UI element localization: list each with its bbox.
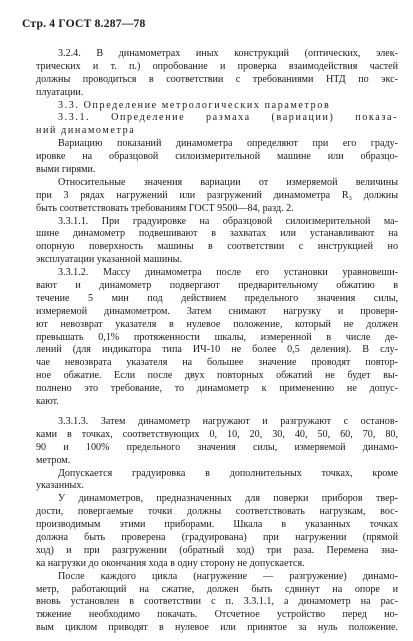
text-line: ировке на образцовой силоизмерительной машине или образцо-: [36, 151, 398, 163]
text-line: У динамометров, предназначенных для поверки приборов твер-: [58, 493, 398, 505]
text-line: указанных.: [36, 480, 84, 492]
text-line: измеряемой динамометром. Затем снимают нагрузку и проверя-: [36, 305, 398, 317]
text-line: ка нагрузки до окончания хода в одну сторону не допускается.: [36, 557, 305, 569]
text-line: вым циклом приводят в нулевое или принятое за нуль положение.: [36, 622, 398, 634]
text-line: ками в точках, соответствующих 0, 10, 20, 30, 40, 50, 60, 70, 80,: [36, 428, 398, 440]
text-line: вновь установлен в соответствии с п. 3.3.1.1, а динамометр на рас-: [36, 596, 398, 608]
text-line: быть соответствовать требованиям ГОСТ 9500—84, разд. 2.: [36, 202, 294, 214]
text-line: 3.3.1. Определение размаха (вариации) показа-: [58, 112, 398, 124]
text-line: должны проводиться в соответствии с требованиями НТД по экс-: [36, 73, 398, 85]
text-line: выми гирями.: [36, 164, 96, 176]
text-line: при 3 рядах нагружений или разгружений динамометра R₃ должны: [36, 189, 398, 201]
text-line: Допускается градуировка в дополнительных точках, кроме: [58, 467, 398, 479]
text-line: После каждого цикла (нагружение — разгружение) динамо-: [58, 570, 398, 582]
text-line: 3.3.1.1. При градуировке на образцовой силоизмерительной ма-: [58, 215, 398, 227]
text-line: эксплуатации указанной машины.: [36, 254, 182, 266]
paragraph-gap: [36, 409, 398, 416]
text-line: Относительные значения вариации от измеряемой величины: [58, 176, 398, 188]
text-line: Вариацию показаний динамометра определяют при его граду-: [58, 138, 398, 150]
text-line: 3.3.1.3. Затем динамометр нагружают и разгружают с останов-: [58, 415, 398, 427]
text-line: полнено это требование, то динамометр к применению не допус-: [36, 383, 398, 395]
page-header: Стр. 4 ГОСТ 8.287—78: [22, 17, 146, 30]
text-line: плуатации.: [36, 86, 84, 98]
text-line: лений (для индикатора типа ИЧ-10 не более 0,5 деления). В слу-: [36, 344, 398, 356]
text-line: ход) и при разгружении (обратный ход) три раза. Перемена зна-: [36, 544, 398, 556]
text-line: чае невозврата указателя на большее значение проводят повтор-: [36, 357, 398, 369]
text-line: ний динамометра: [36, 125, 136, 137]
text-line: кают.: [36, 396, 59, 408]
text-line: превышать 0,1% протяженности шкалы, измеренной в числе де-: [36, 331, 398, 343]
text-line: должна быть проверена (градуирована) при нагружении (прямой: [36, 531, 398, 543]
text-line: 3.3.1.2. Массу динамометра после его установки уравновеши-: [58, 267, 398, 279]
text-line: шине динамометр подвешивают в захватах или устанавливают на: [36, 228, 398, 240]
text-line: дости, повергаемые точки должны соответствовать нагрузкам, вос-: [36, 506, 398, 518]
text-line: вают и динамометр подвергают предварительному обжатию в: [36, 280, 398, 292]
text-line: производимым этими приборами. Шкала в указанных точках: [36, 519, 398, 531]
text-line: тяжение необходимо покачать. Отсчетное устройство перед но-: [36, 609, 398, 621]
text-line: ют невозврат указателя в нулевое положение, который не должен: [36, 318, 398, 330]
text-line: течение 5 мин под действием предельного значения силы,: [36, 292, 398, 304]
text-line: метр, работающий на сжатие, должен быть сдвинут на опоре и: [36, 583, 398, 595]
text-line: 90 и 100% предельного значения силы, измеряемой динамо-: [36, 441, 398, 453]
text-line: ное обжатие. Если после двух повторных обжатий не будет вы-: [36, 370, 398, 382]
text-line: метром.: [36, 454, 71, 466]
text-line: опорную поверхность машины в соответствии с инструкцией но: [36, 241, 398, 253]
text-line: 3.3. Определение метрологических параметров: [58, 99, 331, 111]
text-line: трических и т. п.) опробование и проверка взаимодействия частей: [36, 60, 398, 72]
text-line: 3.2.4. В динамометрах иных конструкций (оптических, элек-: [58, 48, 398, 59]
document-body: [36, 48, 398, 635]
